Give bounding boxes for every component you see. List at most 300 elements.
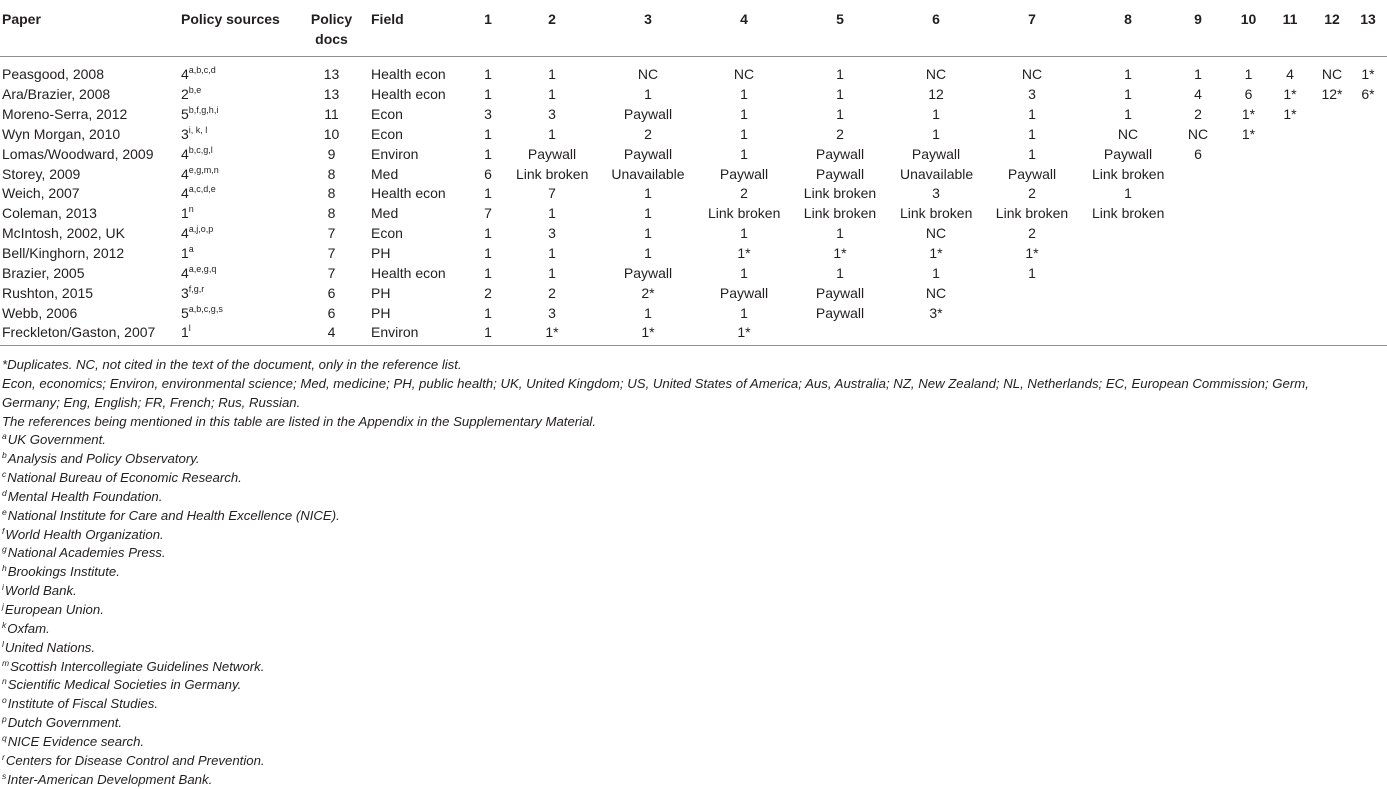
policy-source-footnote-keys: i, k, l: [188, 124, 208, 135]
footnote-key: b: [2, 450, 7, 461]
cell-col-10: [1232, 204, 1265, 224]
cell-col-11: 4: [1286, 66, 1294, 83]
cell-col-5: Paywall: [815, 304, 865, 321]
cell-col-8: [1092, 263, 1164, 283]
cell-col-8: [1092, 303, 1164, 323]
table-row: [0, 184, 1387, 204]
cell-col-8: 1: [1124, 86, 1132, 103]
footnote-item: [2, 563, 1352, 582]
policy-source-count: 3: [181, 125, 189, 142]
cell-col-1: 1: [484, 145, 492, 162]
footnote-item: [2, 469, 1352, 488]
footnote-key: n: [2, 676, 7, 687]
cell-col-4: Paywall: [719, 165, 769, 182]
cell-col-9: NC: [1187, 125, 1209, 142]
cell-col-4: 1: [740, 264, 748, 281]
footnote-item: [2, 676, 1352, 695]
footnote-item: [2, 431, 1352, 450]
cell-policy-docs: 7: [327, 225, 336, 242]
cell-col-7: 2: [1028, 185, 1036, 202]
cell-policy-sources: [179, 125, 294, 145]
cell-col-8: NC: [1117, 125, 1139, 142]
policy-source-footnote-keys: a,e,g,q: [188, 263, 217, 274]
cell-col-4: 1: [740, 304, 748, 321]
footnote-text: Dutch Government.: [7, 715, 123, 731]
cell-col-12: [1315, 323, 1349, 345]
header-row: [0, 0, 1387, 57]
cell-col-3: 2: [644, 125, 652, 142]
cell-col-8: 1: [1124, 106, 1132, 123]
cell-policy-docs: 11: [324, 106, 339, 123]
cell-col-2: 1: [548, 264, 556, 281]
cell-col-11: [1265, 323, 1315, 345]
cell-col-2: 1: [548, 245, 556, 262]
cell-policy-sources: [179, 105, 294, 125]
cell-policy-docs: 6: [327, 304, 336, 321]
cell-col-9: [1164, 263, 1232, 283]
footnote-key: o: [2, 695, 7, 706]
header-field: Field: [369, 0, 460, 57]
table-row: [0, 303, 1387, 323]
cell-col-2: 3: [548, 225, 556, 242]
cell-col-6: Unavailable: [900, 165, 974, 182]
cell-field: PH: [371, 304, 391, 321]
cell-policy-docs: 13: [323, 66, 340, 83]
cell-col-13: [1349, 263, 1387, 283]
cell-col-12: [1315, 144, 1349, 164]
cell-field: Environ: [371, 145, 419, 162]
cell-field: PH: [371, 245, 391, 262]
footnote-item: [2, 639, 1352, 658]
cell-policy-sources: [179, 85, 294, 105]
policy-source-footnote-keys: a: [188, 244, 194, 255]
footnote-text: UK Government.: [7, 432, 106, 448]
cell-col-4: Paywall: [719, 284, 769, 301]
footnote-item: [2, 658, 1352, 677]
cell-policy-docs: 9: [327, 145, 336, 162]
cell-col-5: 1: [836, 264, 844, 281]
cell-policy-sources: [179, 224, 294, 244]
cell-col-12: [1315, 283, 1349, 303]
cell-col-2: Link broken: [516, 165, 589, 182]
cell-col-10: 1*: [1241, 125, 1256, 142]
footnote-text: Mental Health Foundation.: [7, 488, 163, 504]
footnote-key: r: [2, 751, 5, 762]
cell-col-9: [1164, 224, 1232, 244]
cell-col-7: 3: [1028, 86, 1036, 103]
header-policy-docs: Policy docs: [294, 0, 369, 57]
cell-col-7: [972, 283, 1092, 303]
cell-policy-docs: 6: [327, 284, 336, 301]
table-row: [0, 263, 1387, 283]
note-abbreviations: Econ, economics; Environ, environmental science; Med, medicine; PH, public health; UK, United Kingdom; US, United States of America; Aus, Australia; NZ, New Zealand; NL, Netherlands; EC, European Commission; Germ, Germany; Eng, English; FR, French; Rus, Russian.: [2, 375, 1309, 410]
cell-field: Econ: [371, 225, 403, 242]
footnote-key: q: [2, 732, 7, 743]
cell-col-5: 1: [836, 66, 844, 83]
cell-col-10: [1232, 184, 1265, 204]
cell-policy-sources: [179, 263, 294, 283]
footnote-text: World Bank.: [4, 583, 77, 599]
cell-col-1: 7: [484, 205, 492, 222]
cell-col-8: Link broken: [1092, 205, 1165, 222]
cell-col-2: 1*: [516, 323, 588, 345]
footnote-key: j: [2, 600, 4, 611]
cell-col-10: [1232, 263, 1265, 283]
table-row: [0, 244, 1387, 264]
policy-source-footnote-keys: a,c,d,e: [188, 184, 216, 195]
table-row: [0, 224, 1387, 244]
cell-col-5: Link broken: [803, 205, 877, 222]
cell-col-11: [1265, 184, 1315, 204]
cell-field: PH: [371, 284, 391, 301]
header-col-10: 10: [1232, 0, 1265, 57]
cell-col-5: 2: [836, 125, 844, 142]
cell-col-3: 1: [644, 304, 652, 321]
cell-col-6: 3: [932, 185, 940, 202]
cell-col-11: [1265, 244, 1315, 264]
footnote-list: [2, 431, 1352, 789]
cell-col-10: [1232, 323, 1265, 345]
cell-field: Health econ: [371, 185, 446, 202]
policy-source-count: 4: [181, 264, 189, 281]
cell-col-8: [1092, 283, 1164, 303]
policy-source-count: 1: [181, 205, 189, 222]
cell-col-4: 1: [740, 125, 748, 142]
footnote-key: f: [2, 525, 5, 536]
cell-col-2: 1: [548, 205, 556, 222]
header-col-3: 3: [588, 0, 708, 57]
cell-col-3: Unavailable: [611, 165, 685, 182]
cell-col-12: [1315, 105, 1349, 125]
cell-col-8: 1: [1124, 66, 1132, 83]
cell-col-9: 4: [1194, 86, 1202, 103]
cell-col-6: 1*: [929, 245, 943, 262]
cell-policy-sources: [179, 204, 294, 224]
cell-col-1: 1: [484, 264, 492, 281]
footnote-item: [2, 752, 1352, 771]
cell-col-10: [1232, 164, 1265, 184]
cell-col-9: 1: [1194, 66, 1202, 83]
cell-field: Health econ: [371, 86, 446, 103]
policy-citation-table: [0, 0, 1387, 346]
cell-col-13: [1349, 105, 1387, 125]
footnote-text: Inter-American Development Bank.: [7, 771, 213, 787]
footnote-item: [2, 771, 1352, 789]
footnote-text: Scientific Medical Societies in Germany.: [7, 677, 242, 693]
cell-paper: McIntosh, 2002, UK: [2, 225, 125, 242]
footnote-text: National Bureau of Economic Research.: [7, 470, 242, 486]
cell-paper: Brazier, 2005: [2, 264, 85, 281]
cell-col-2: 7: [548, 185, 556, 202]
table-body: [0, 57, 1387, 346]
cell-col-5: Paywall: [815, 165, 865, 182]
cell-col-6: NC: [925, 284, 947, 301]
cell-paper: Moreno-Serra, 2012: [2, 106, 128, 123]
policy-source-count: 1: [181, 324, 189, 341]
cell-policy-docs: 4: [294, 323, 369, 345]
footnote-key: e: [2, 506, 7, 517]
cell-col-4: 1*: [737, 245, 751, 262]
cell-col-3: 1: [644, 205, 652, 222]
cell-col-13: [1349, 224, 1387, 244]
cell-col-3: 1*: [588, 323, 708, 345]
cell-paper: Ara/Brazier, 2008: [2, 86, 111, 103]
footnote-text: Analysis and Policy Observatory.: [7, 451, 200, 467]
table-row: [0, 283, 1387, 303]
footnote-item: [2, 695, 1352, 714]
header-col-13: 13: [1349, 0, 1387, 57]
cell-col-7: 1: [1028, 106, 1036, 123]
cell-col-5: 1: [836, 225, 844, 242]
cell-col-5: 1: [836, 106, 844, 123]
policy-source-footnote-keys: b,f,g,h,i: [188, 105, 219, 116]
cell-col-10: 1: [1244, 66, 1253, 83]
cell-col-6: 12: [928, 86, 944, 103]
policy-source-count: 4: [181, 145, 189, 162]
cell-col-4: NC: [733, 66, 755, 83]
cell-col-12: [1315, 263, 1349, 283]
footnote-key: h: [2, 563, 7, 574]
cell-col-11: [1265, 204, 1315, 224]
header-paper: Paper: [0, 0, 179, 57]
cell-policy-sources: [179, 184, 294, 204]
cell-paper: Coleman, 2013: [2, 205, 97, 222]
cell-col-3: 1: [644, 225, 652, 242]
cell-col-12: [1315, 204, 1349, 224]
header-col-1: 1: [460, 0, 516, 57]
policy-source-footnote-keys: a,b,c,g,s: [188, 303, 223, 314]
cell-col-13: [1349, 204, 1387, 224]
footnote-item: [2, 526, 1352, 545]
cell-col-1: 2: [484, 284, 492, 301]
cell-col-13: 1*: [1361, 66, 1375, 83]
cell-col-9: 6: [1194, 145, 1202, 162]
cell-col-1: 1: [484, 86, 492, 103]
header-col-12: 12: [1315, 0, 1349, 57]
cell-col-11: [1265, 283, 1315, 303]
cell-policy-sources: [179, 144, 294, 164]
footnote-key: a: [2, 431, 7, 442]
footnote-key: p: [2, 714, 7, 725]
policy-source-footnote-keys: a,j,o,p: [188, 224, 214, 235]
cell-col-7: Link broken: [995, 205, 1069, 222]
cell-col-3: 2*: [641, 284, 655, 301]
cell-paper: Freckleton/Gaston, 2007: [0, 323, 179, 345]
cell-col-6: 1: [932, 125, 940, 142]
cell-field: Med: [371, 165, 399, 182]
cell-policy-docs: 8: [327, 165, 336, 182]
policy-source-footnote-keys: a,b,c,d: [188, 65, 216, 76]
cell-col-6: Paywall: [911, 145, 961, 162]
cell-col-11: 1*: [1283, 106, 1297, 123]
cell-col-12: NC: [1321, 66, 1343, 83]
footnote-item: [2, 582, 1352, 601]
policy-source-count: 5: [181, 106, 189, 123]
cell-paper: Peasgood, 2008: [2, 66, 104, 83]
policy-source-count: 4: [181, 225, 189, 242]
table-row: [0, 57, 1387, 85]
footnote-text: Institute of Fiscal Studies.: [7, 696, 158, 712]
table-row: [0, 323, 1387, 345]
cell-field: Econ: [371, 106, 403, 123]
cell-policy-docs: 7: [327, 264, 336, 281]
cell-col-2: 2: [548, 284, 556, 301]
cell-col-12: [1315, 303, 1349, 323]
cell-col-1: 1: [484, 125, 492, 142]
footnote-text: Centers for Disease Control and Prevention.: [5, 752, 265, 768]
policy-source-count: 2: [181, 86, 189, 103]
table-row: [0, 144, 1387, 164]
cell-col-13: [1349, 164, 1387, 184]
footnote-key: m: [2, 657, 10, 668]
cell-col-3: 1: [644, 86, 652, 103]
footnote-text: NICE Evidence search.: [7, 733, 145, 749]
cell-policy-docs: 7: [327, 245, 336, 262]
cell-col-9: [1164, 204, 1232, 224]
footnote-text: Brookings Institute.: [7, 564, 120, 580]
cell-col-5: [780, 323, 900, 345]
policy-source-footnote-keys: n: [188, 204, 194, 215]
cell-field: Environ: [369, 323, 460, 345]
cell-policy-sources: [179, 244, 294, 264]
cell-col-8: [1092, 244, 1164, 264]
cell-col-2: Paywall: [527, 145, 577, 162]
footnote-text: World Health Organization.: [5, 526, 164, 542]
cell-col-12: [1315, 164, 1349, 184]
cell-col-12: 12*: [1321, 86, 1343, 103]
cell-col-7: [972, 303, 1092, 323]
footnote-text: Scottish Intercollegiate Guidelines Network.: [10, 658, 265, 674]
cell-col-4: 1: [740, 86, 748, 103]
cell-col-9: 2: [1194, 106, 1202, 123]
cell-col-4: Link broken: [708, 205, 781, 222]
footnote-text: National Academies Press.: [7, 545, 166, 561]
cell-col-11: [1265, 263, 1315, 283]
cell-policy-sources: [179, 164, 294, 184]
table-row: [0, 105, 1387, 125]
footnote-item: [2, 620, 1352, 639]
cell-col-10: [1232, 144, 1265, 164]
table-row: [0, 204, 1387, 224]
footnote-key: d: [2, 487, 7, 498]
cell-paper: Storey, 2009: [2, 165, 81, 182]
cell-paper: Webb, 2006: [2, 304, 78, 321]
header-col-7: 7: [972, 0, 1092, 57]
cell-col-12: [1315, 224, 1349, 244]
cell-col-10: 6: [1244, 86, 1253, 103]
cell-col-10: 1*: [1241, 106, 1256, 123]
policy-source-count: 4: [181, 185, 189, 202]
policy-source-count: 3: [181, 284, 189, 301]
cell-col-5: Link broken: [803, 185, 877, 202]
header-col-11: 11: [1265, 0, 1315, 57]
cell-col-12: [1315, 244, 1349, 264]
cell-col-6: NC: [925, 225, 947, 242]
cell-col-13: [1349, 144, 1387, 164]
cell-col-9: [1164, 184, 1232, 204]
cell-col-12: [1315, 184, 1349, 204]
cell-col-1: 1: [484, 225, 492, 242]
cell-col-11: [1265, 144, 1315, 164]
policy-source-footnote-keys: l: [188, 323, 191, 334]
cell-col-10: [1232, 283, 1265, 303]
footnote-key: l: [2, 638, 4, 649]
cell-col-1: 1: [484, 185, 492, 202]
footnote-item: [2, 733, 1352, 752]
cell-col-8: [1092, 323, 1164, 345]
header-col-8: 8: [1092, 0, 1164, 57]
cell-col-3: 1: [644, 185, 652, 202]
policy-source-count: 1: [181, 245, 189, 262]
cell-col-2: 1: [548, 86, 556, 103]
cell-col-13: 6*: [1361, 86, 1375, 103]
cell-col-7: 1: [1028, 264, 1036, 281]
cell-col-6: Link broken: [900, 205, 973, 222]
cell-col-8: 1: [1124, 185, 1132, 202]
cell-col-4: 1*: [708, 323, 780, 345]
cell-col-1: 3: [484, 106, 492, 123]
cell-col-1: 1: [484, 304, 492, 321]
header-col-9: 9: [1164, 0, 1232, 57]
cell-col-5: 1*: [833, 245, 847, 262]
footnote-key: g: [2, 544, 7, 555]
cell-policy-docs: 10: [323, 125, 340, 142]
cell-field: Health econ: [371, 66, 446, 83]
cell-col-9: [1164, 323, 1232, 345]
cell-col-9: [1164, 244, 1232, 264]
cell-col-13: [1349, 184, 1387, 204]
cell-col-2: 1: [548, 125, 556, 142]
cell-col-9: [1164, 164, 1232, 184]
footnote-item: [2, 507, 1352, 526]
cell-field: Health econ: [371, 264, 446, 281]
cell-policy-sources: [179, 303, 294, 323]
cell-col-7: [972, 323, 1092, 345]
footnote-text: National Institute for Care and Health Excellence (NICE).: [7, 507, 340, 523]
cell-paper: Rushton, 2015: [2, 284, 94, 301]
policy-source-footnote-keys: b,e: [188, 85, 202, 96]
cell-paper: Bell/Kinghorn, 2012: [2, 245, 125, 262]
cell-col-11: 1*: [1283, 86, 1297, 103]
footnote-key: k: [2, 619, 7, 630]
policy-source-footnote-keys: b,c,g,l: [188, 144, 213, 155]
cell-col-6: 1: [932, 106, 940, 123]
cell-field: Econ: [371, 125, 403, 142]
cell-policy-sources: [179, 283, 294, 303]
cell-col-1: 6: [484, 165, 492, 182]
cell-col-5: Paywall: [815, 284, 865, 301]
cell-col-13: [1349, 303, 1387, 323]
footnote-item: [2, 450, 1352, 469]
cell-col-13: [1349, 283, 1387, 303]
cell-col-2: 1: [548, 66, 556, 83]
policy-source-footnote-keys: e,g,m,n: [188, 164, 219, 175]
cell-paper: Lomas/Woodward, 2009: [2, 145, 154, 162]
table-row: [0, 164, 1387, 184]
footnote-item: [2, 488, 1352, 507]
cell-policy-docs: 8: [327, 205, 336, 222]
footnote-item: [2, 601, 1352, 620]
header-policy-sources: Policy sources: [179, 0, 294, 57]
note-appendix: The references being mentioned in this table are listed in the Appendix in the Supplementary Material.: [2, 413, 597, 429]
cell-col-7: 1*: [1025, 245, 1039, 262]
footnote-key: i: [2, 582, 4, 593]
cell-col-2: 3: [548, 106, 556, 123]
cell-col-1: 1: [484, 245, 492, 262]
cell-col-11: [1265, 224, 1315, 244]
cell-col-8: Link broken: [1092, 165, 1165, 182]
cell-col-3: Paywall: [623, 106, 673, 123]
